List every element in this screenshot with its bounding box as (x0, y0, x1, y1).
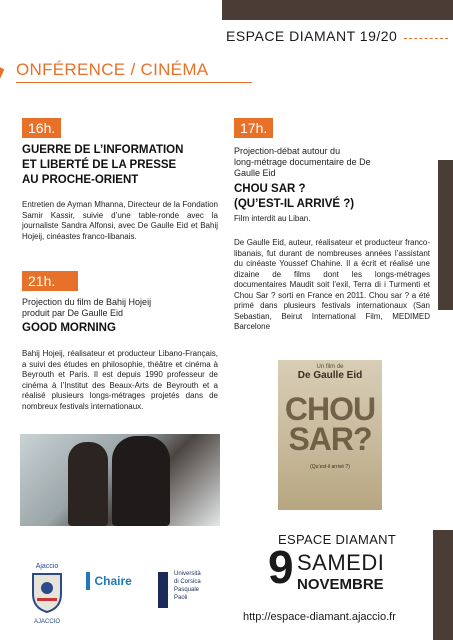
time-badge-21h: 21h. (22, 271, 78, 291)
section-rule (16, 82, 252, 83)
city-logo: Ajaccio AJACCIO (24, 563, 70, 629)
dashed-rule (404, 38, 448, 39)
event-17h-description: De Gaulle Eid, auteur, réalisateur et producteur franco-libanais, fut durant de nombreuses années l’assistant du cinéaste Youssef Chahine. Il a écrit et réalisé une dizaine de films dont les longs-métrages documentaires Maudit soit l’exil, Terra di i Turmenti et Chou Sar ? sorti en France en 2011. Chou sar ? a été primé dans plusieurs festivals internationaux (San Sebastian, Beirut International Film, MEDIMED Barcelone (234, 238, 430, 331)
top-bar (222, 0, 453, 20)
person-silhouette (112, 436, 170, 526)
side-bar-bottom (433, 530, 453, 640)
person-silhouette (68, 442, 108, 526)
event-21h-description: Bahij Hojeij, réalisateur et producteur Libano-Français, a suivi des études en philosophie, théâtre et cinéma à Beyrouth et Paris. Il est depuis 1990 professeur de cinéma à l’Institut des Beaux-Arts de Beyrouth et a réalisé plusieurs longs-métrages projetés dans de nombreux festivals internationaux. (22, 349, 218, 411)
event-21h-subtitle: Projection du film de Bahij Hojeij produit par De Gaulle Eid (22, 297, 152, 318)
event-17h-title: CHOU SAR ? (QU’EST-IL ARRIVÉ ?) (234, 183, 355, 210)
logo-bar-icon (86, 572, 90, 590)
date-day-number: 9 (268, 541, 294, 593)
event-21h-title: GOOD MORNING (22, 322, 116, 334)
film-poster-chou-sar: Un film de De Gaulle Eid CHOU SAR? (Qu’est-il arrivé ?) (278, 360, 382, 510)
date-month: NOVEMBRE (297, 576, 384, 593)
orange-arc-decoration (0, 0, 106, 106)
coat-of-arms-icon (29, 570, 65, 614)
event-17h-subtitle: Projection-débat autour du long-métrage documentaire de De Gaulle Eid (234, 146, 371, 178)
venue-header: ESPACE DIAMANT 19/20 (226, 28, 398, 44)
website-url: http://espace-diamant.ajaccio.fr (243, 611, 396, 623)
event-16h-title: GUERRE DE L’INFORMATION ET LIBERTÉ DE LA PRESSE AU PROCHE-ORIENT (22, 144, 184, 186)
time-badge-17h: 17h. (234, 118, 273, 138)
event-17h-note: Film interdit au Liban. (234, 214, 311, 223)
film-still-good-morning (20, 434, 220, 526)
university-emblem-icon (156, 572, 170, 608)
university-logo: Università di Corsica Pasquale Paoli (156, 570, 212, 612)
footer-venue: ESPACE DIAMANT (278, 532, 397, 547)
time-badge-16h: 16h. (22, 118, 61, 138)
date-day-name: SAMEDI (297, 550, 385, 575)
event-16h-description: Entretien de Ayman Mhanna, Directeur de la Fondation Samir Kassir, suivie d’une table-ronde avec la journaliste Sandra Alfonsi, avec De Gaulle Eid et Bahij Hojeij, cinéastes franco-libanais. (22, 200, 218, 241)
side-bar-top (438, 160, 453, 310)
chaire-logo: Chaire (86, 572, 148, 596)
section-title: ONFÉRENCE / CINÉMA (16, 60, 209, 79)
